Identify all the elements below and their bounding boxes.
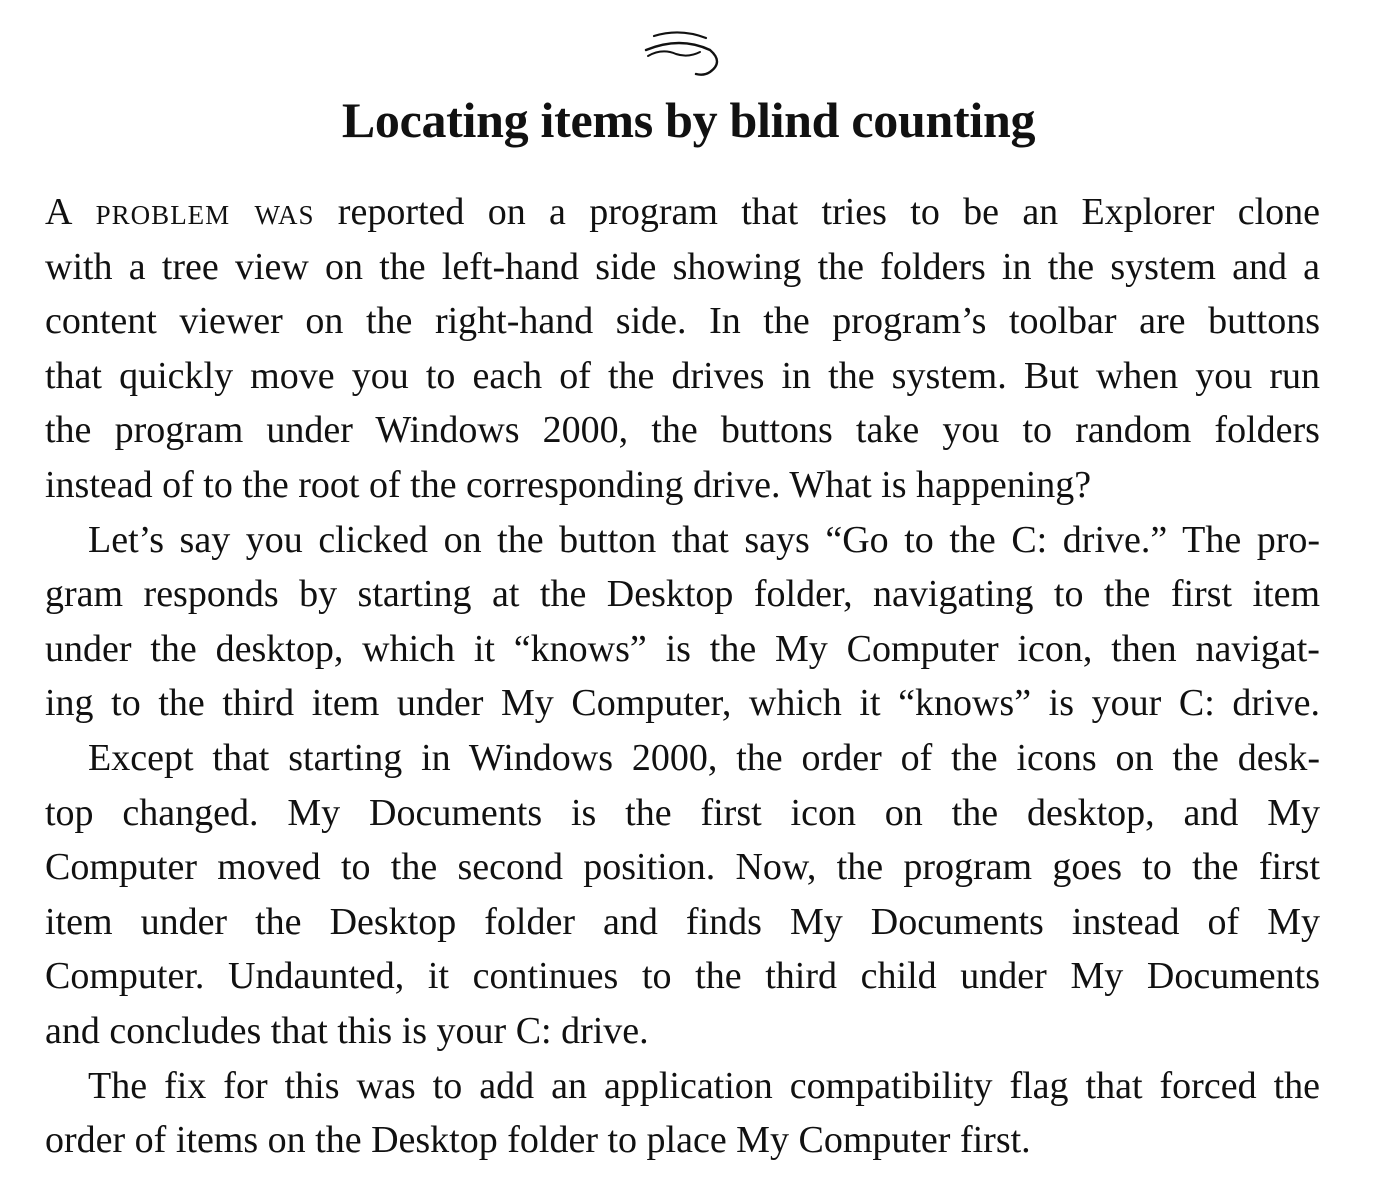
- paragraph-2-line-1: [45, 513, 1320, 568]
- flourish-ornament-icon: [640, 26, 724, 78]
- small-caps-lead: A problem was: [45, 191, 315, 233]
- paragraph-1-line-6: [45, 458, 1320, 513]
- text-line: ing to the third item under My Computer, which it “knows” is your C: drive.: [45, 682, 1320, 725]
- text-line: Let’s say you clicked on the button that says “Go to the C: drive.” The pro-: [88, 518, 1321, 561]
- paragraph-1-line-2: [45, 240, 1320, 295]
- body-text: [45, 185, 1320, 1168]
- paragraph-3-line-4: [45, 895, 1320, 950]
- page-title: Locating items by blind counting: [341, 92, 1036, 148]
- paragraph-3-line-2: [45, 786, 1320, 841]
- paragraph-2-line-4: [45, 676, 1320, 731]
- text-line: under the desktop, which it “knows” is the My Computer icon, then navigat-: [45, 627, 1320, 670]
- paragraph-3-line-5: [45, 949, 1320, 1004]
- text-line: item under the Desktop folder and finds My Documents instead of My: [45, 900, 1321, 943]
- paragraph-1-line-5: [45, 403, 1320, 458]
- text-line: reported on a program that tries to be an Explorer clone: [314, 191, 1321, 233]
- paragraph-1-line-4: [45, 349, 1320, 404]
- text-line: order of items on the Desktop folder to place My Computer first.: [45, 1119, 1031, 1162]
- text-line: that quickly move you to each of the drives in the system. But when you run: [45, 354, 1321, 397]
- paragraph-1-line-3: [45, 294, 1320, 349]
- text-line: instead of to the root of the corresponding drive. What is happening?: [45, 463, 1092, 506]
- text-line: Computer moved to the second position. Now, the program goes to the first: [45, 846, 1321, 889]
- paragraph-3-line-3: [45, 840, 1320, 895]
- paragraph-3-line-6: [45, 1004, 1320, 1059]
- text-line: with a tree view on the left-hand side showing the folders in the system and a: [45, 245, 1321, 288]
- text-line: the program under Windows 2000, the buttons take you to random folders: [45, 409, 1320, 452]
- paragraph-4-line-2: [45, 1113, 1320, 1168]
- text-line: content viewer on the right-hand side. In the program’s toolbar are buttons: [45, 300, 1321, 343]
- text-line: Computer. Undaunted, it continues to the third child under My Documents: [45, 955, 1320, 998]
- text-line: The fix for this was to add an application compatibility flag that forced the: [88, 1064, 1321, 1107]
- text-line: gram responds by starting at the Desktop folder, navigating to the first item: [45, 573, 1321, 616]
- paragraph-4-line-1: [45, 1059, 1320, 1114]
- paragraph-2-line-2: [45, 567, 1320, 622]
- paragraph-1-line-1: [45, 185, 1320, 240]
- text-line: Except that starting in Windows 2000, the order of the icons on the desk-: [88, 736, 1321, 779]
- paragraph-2-line-3: [45, 622, 1320, 677]
- text-line: top changed. My Documents is the first icon on the desktop, and My: [45, 791, 1321, 834]
- text-line: and concludes that this is your C: drive.: [45, 1009, 649, 1052]
- paragraph-3-line-1: [45, 731, 1320, 786]
